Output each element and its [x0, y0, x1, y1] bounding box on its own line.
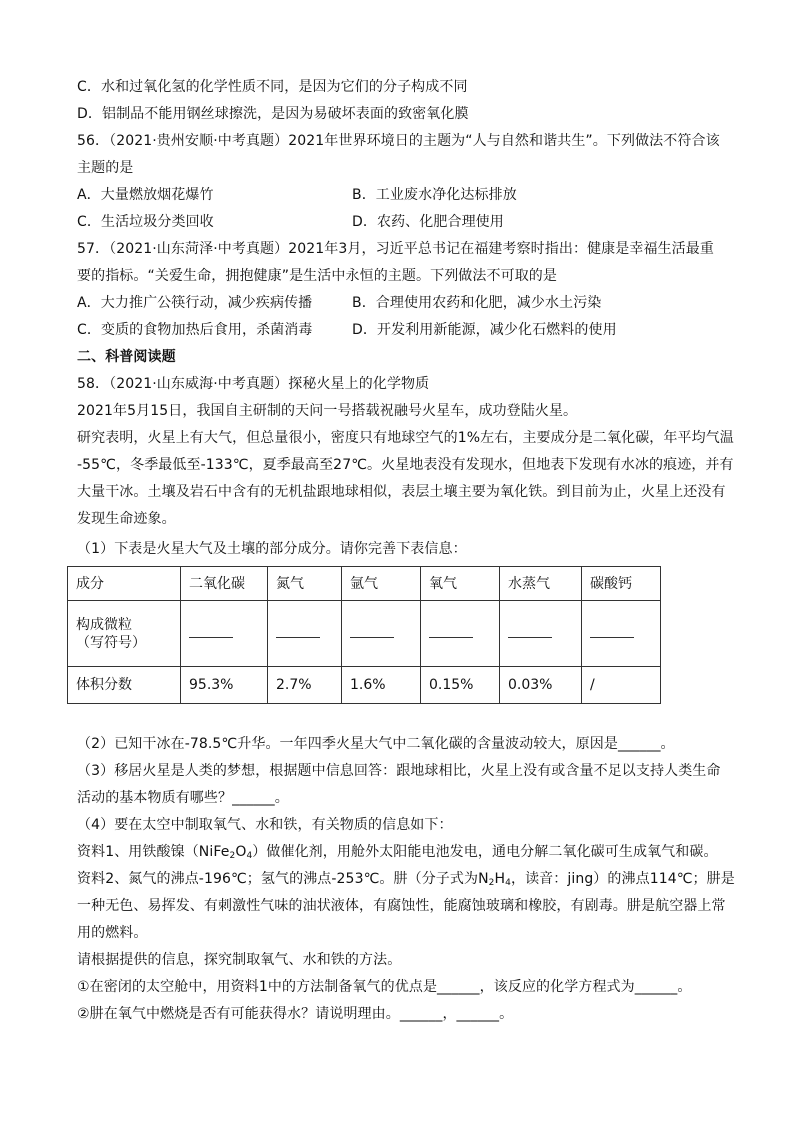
table-cell: / [582, 667, 661, 704]
table-header-cell: 碳酸钙 [582, 567, 661, 601]
answer-blank-cell[interactable] [582, 601, 661, 667]
table-cell: 0.03% [500, 667, 582, 704]
instruction: 请根据提供的信息，探究制取氧气、水和铁的方法。 [77, 952, 402, 968]
question-56-stem: 56．（2021·贵州安顺·中考真题）2021年世界环境日的主题为“人与自然和谐共生”。下列做法不符合该 [77, 133, 720, 149]
answer-blank-cell[interactable] [181, 601, 268, 667]
table-header-cell: 氮气 [268, 567, 342, 601]
q56-options-row1 [77, 186, 517, 204]
answer-blank-cell[interactable] [421, 601, 500, 667]
question-57-stem: 57．（2021·山东菏泽·中考真题）2021年3月，习近平总书记在福建考察时指出：健康是幸福生活最重 [77, 241, 714, 257]
subquestion-4: （4）要在太空中制取氧气、水和铁，有关物质的信息如下： [77, 817, 453, 833]
resource-2-cont2: 用的燃料。 [77, 925, 148, 941]
q56-options-row2 [77, 213, 504, 231]
table-row-label: 体积分数 [68, 667, 181, 704]
passage-line-2: 研究表明，火星上有大气，但总量很小，密度只有地球空气的1%左右，主要成分是二氧化碳，年平均气温 [77, 430, 734, 446]
table-header-cell: 氧气 [421, 567, 500, 601]
table-cell: 1.6% [342, 667, 421, 704]
q57-option-b: B．合理使用农药和化肥，减少水土污染 [352, 295, 602, 311]
resource-2-cont: 一种无色、易挥发、有刺激性气味的油状液体，有腐蚀性，能腐蚀玻璃和橡胶，有剧毒。肼是航空器上常 [77, 898, 726, 914]
option-c: C．水和过氧化氢的化学性质不同，是因为它们的分子构成不同 [77, 79, 468, 95]
q57-option-d: D．开发利用新能源，减少化石燃料的使用 [352, 322, 617, 338]
answer-blank-cell[interactable] [268, 601, 342, 667]
table-row-label: 构成微粒 （写符号） [68, 601, 181, 667]
resource-2: 资料2、氮气的沸点-196℃；氢气的沸点-253℃。肼（分子式为$N_2H_4$，读音：jing）的沸点114℃；肼是 [77, 871, 735, 888]
table-row-fraction [68, 667, 661, 704]
subquestion-4-part-2: ②肼在氧气中燃烧是否有可能获得水？请说明理由。______，______。 [77, 1006, 514, 1022]
subquestion-4-part-1: ①在密闭的太空舱中，用资料1中的方法制备氧气的优点是______，该反应的化学方程式为______。 [77, 979, 692, 995]
subquestion-3: （3）移居火星是人类的梦想，根据题中信息回答：跟地球相比，火星上没有或含量不足以支持人类生命 [77, 763, 721, 779]
q56-option-c: C．生活垃圾分类回收 [77, 214, 214, 230]
q56-option-b: B．工业废水净化达标排放 [352, 187, 517, 203]
subquestion-1: （1）下表是火星大气及土壤的部分成分。请你完善下表信息： [77, 541, 467, 557]
table-header-row [68, 567, 661, 601]
q56-option-a: A．大量燃放烟花爆竹 [77, 187, 214, 203]
passage-line-5: 发现生命迹象。 [77, 511, 176, 527]
passage-line-3: -55℃，冬季最低至-133℃，夏季最高至27℃。火星地表没有发现水，但地表下发现有水冰的痕迹，并有 [77, 457, 734, 473]
table-row-particles [68, 601, 661, 667]
table-cell: 95.3% [181, 667, 268, 704]
table-header-cell: 水蒸气 [500, 567, 582, 601]
composition-table [67, 566, 661, 704]
question-56-stem-cont: 主题的是 [77, 160, 134, 176]
q57-options-row1 [77, 294, 602, 312]
subquestion-2: （2）已知干冰在-78.5℃升华。一年四季火星大气中二氧化碳的含量波动较大，原因是______。 [77, 736, 675, 752]
q57-options-row2 [77, 321, 617, 339]
passage-line-4: 大量干冰。土壤及岩石中含有的无机盐跟地球相似，表层土壤主要为氧化铁。到目前为止，火星上还没有 [77, 484, 726, 500]
question-57-stem-cont: 要的指标。“关爱生命，拥抱健康”是生活中永恒的主题。下列做法不可取的是 [77, 268, 558, 284]
section-heading: 二、科普阅读题 [77, 349, 176, 365]
table-header-cell: 成分 [68, 567, 181, 601]
answer-blank-cell[interactable] [500, 601, 582, 667]
table-header-cell: 二氧化碳 [181, 567, 268, 601]
resource-1: 资料1、用铁酸镍$(NiFe_2O_4)$做催化剂，用舱外太阳能电池发电，通电分解二氧化碳可生成氧气和碳。 [77, 844, 718, 861]
passage-line-1: 2021年5月15日，我国自主研制的天问一号搭载祝融号火星车，成功登陆火星。 [77, 403, 578, 419]
table-header-cell: 氩气 [342, 567, 421, 601]
q57-option-a: A．大力推广公筷行动，减少疾病传播 [77, 295, 313, 311]
table-cell: 2.7% [268, 667, 342, 704]
table-cell: 0.15% [421, 667, 500, 704]
question-58-title: 58．（2021·山东威海·中考真题）探秘火星上的化学物质 [77, 376, 430, 392]
subquestion-3-cont: 活动的基本物质有哪些？______。 [77, 790, 289, 806]
q56-option-d: D．农药、化肥合理使用 [352, 214, 504, 230]
option-d: D．铝制品不能用钢丝球擦洗，是因为易破坏表面的致密氧化膜 [77, 106, 469, 122]
answer-blank-cell[interactable] [342, 601, 421, 667]
q57-option-c: C．变质的食物加热后食用，杀菌消毒 [77, 322, 313, 338]
